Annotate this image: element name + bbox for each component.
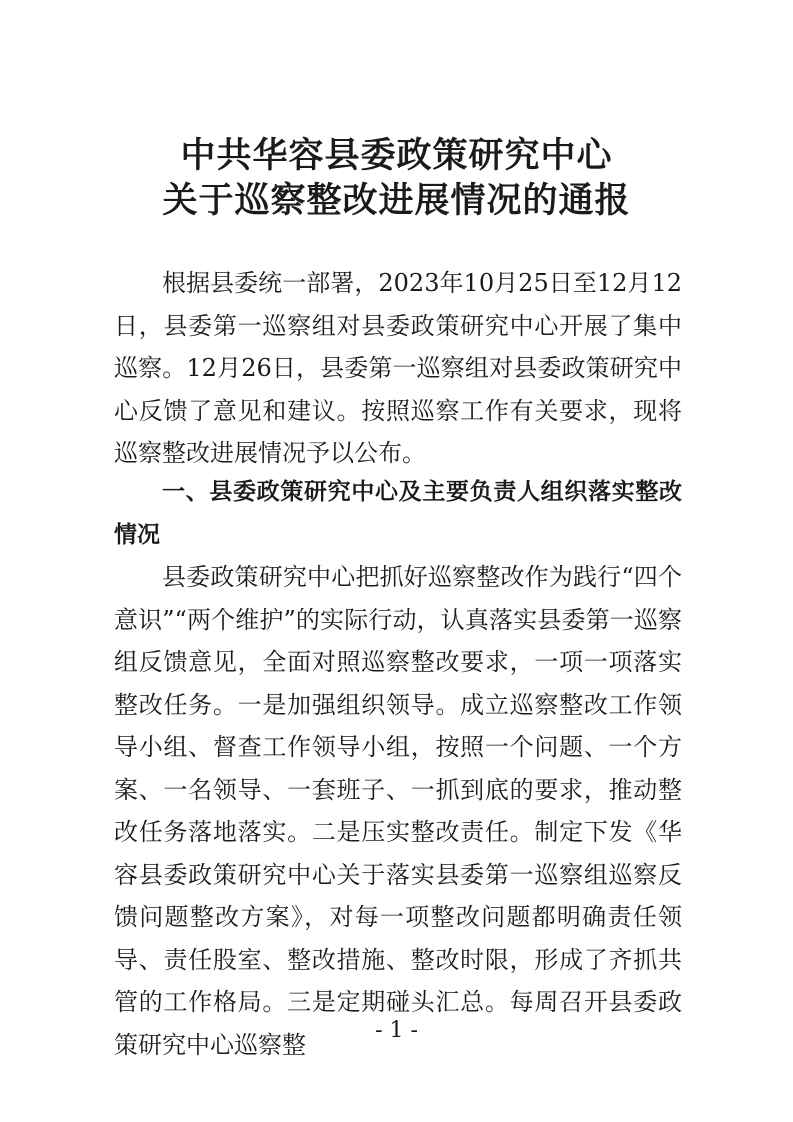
page-number: - 1 - [375,1018,418,1043]
intro-paragraph: 根据县委统一部署，2023年10月25日至12月12日，县委第一巡察组对县委政策研究中心开展了集中巡察。12月26日，县委第一巡察组对县委政策研究中心反馈了意见和建议。按照巡察工作有关要求，现将巡察整改进展情况予以公布。 [114,269,682,467]
section-heading-1: 一、县委政策研究中心及主要负责人组织落实整改情况 [114,479,682,548]
document-title-line-1: 中共华容县委政策研究中心 [180,136,613,176]
section-1-paragraph: 县委政策研究中心把抓好巡察整改作为践行“四个意识”“两个维护”的实际行动，认真落实县委第一巡察组反馈意见，全面对照巡察整改要求，一项一项落实整改任务。一是加强组织领导。成立巡察整改工作领导小组、督查工作领导小组，按照一个问题、一个方案、一名领导、一套班子、一抓到底的要求，推动整改任务落地落实。二是压实整改责任。制定下发《华容县委政策研究中心关于落实县委第一巡察组巡察反馈问题整改方案》，对每一项整改问题都明确责任领导、责任股室、整改措施、整改时限，形成了齐抓共管的工作格局。三是定期碰头汇总。每周召开县委政策研究中心巡察整 [114,563,682,1059]
document-title-line-2: 关于巡察整改进展情况的通报 [162,181,631,221]
